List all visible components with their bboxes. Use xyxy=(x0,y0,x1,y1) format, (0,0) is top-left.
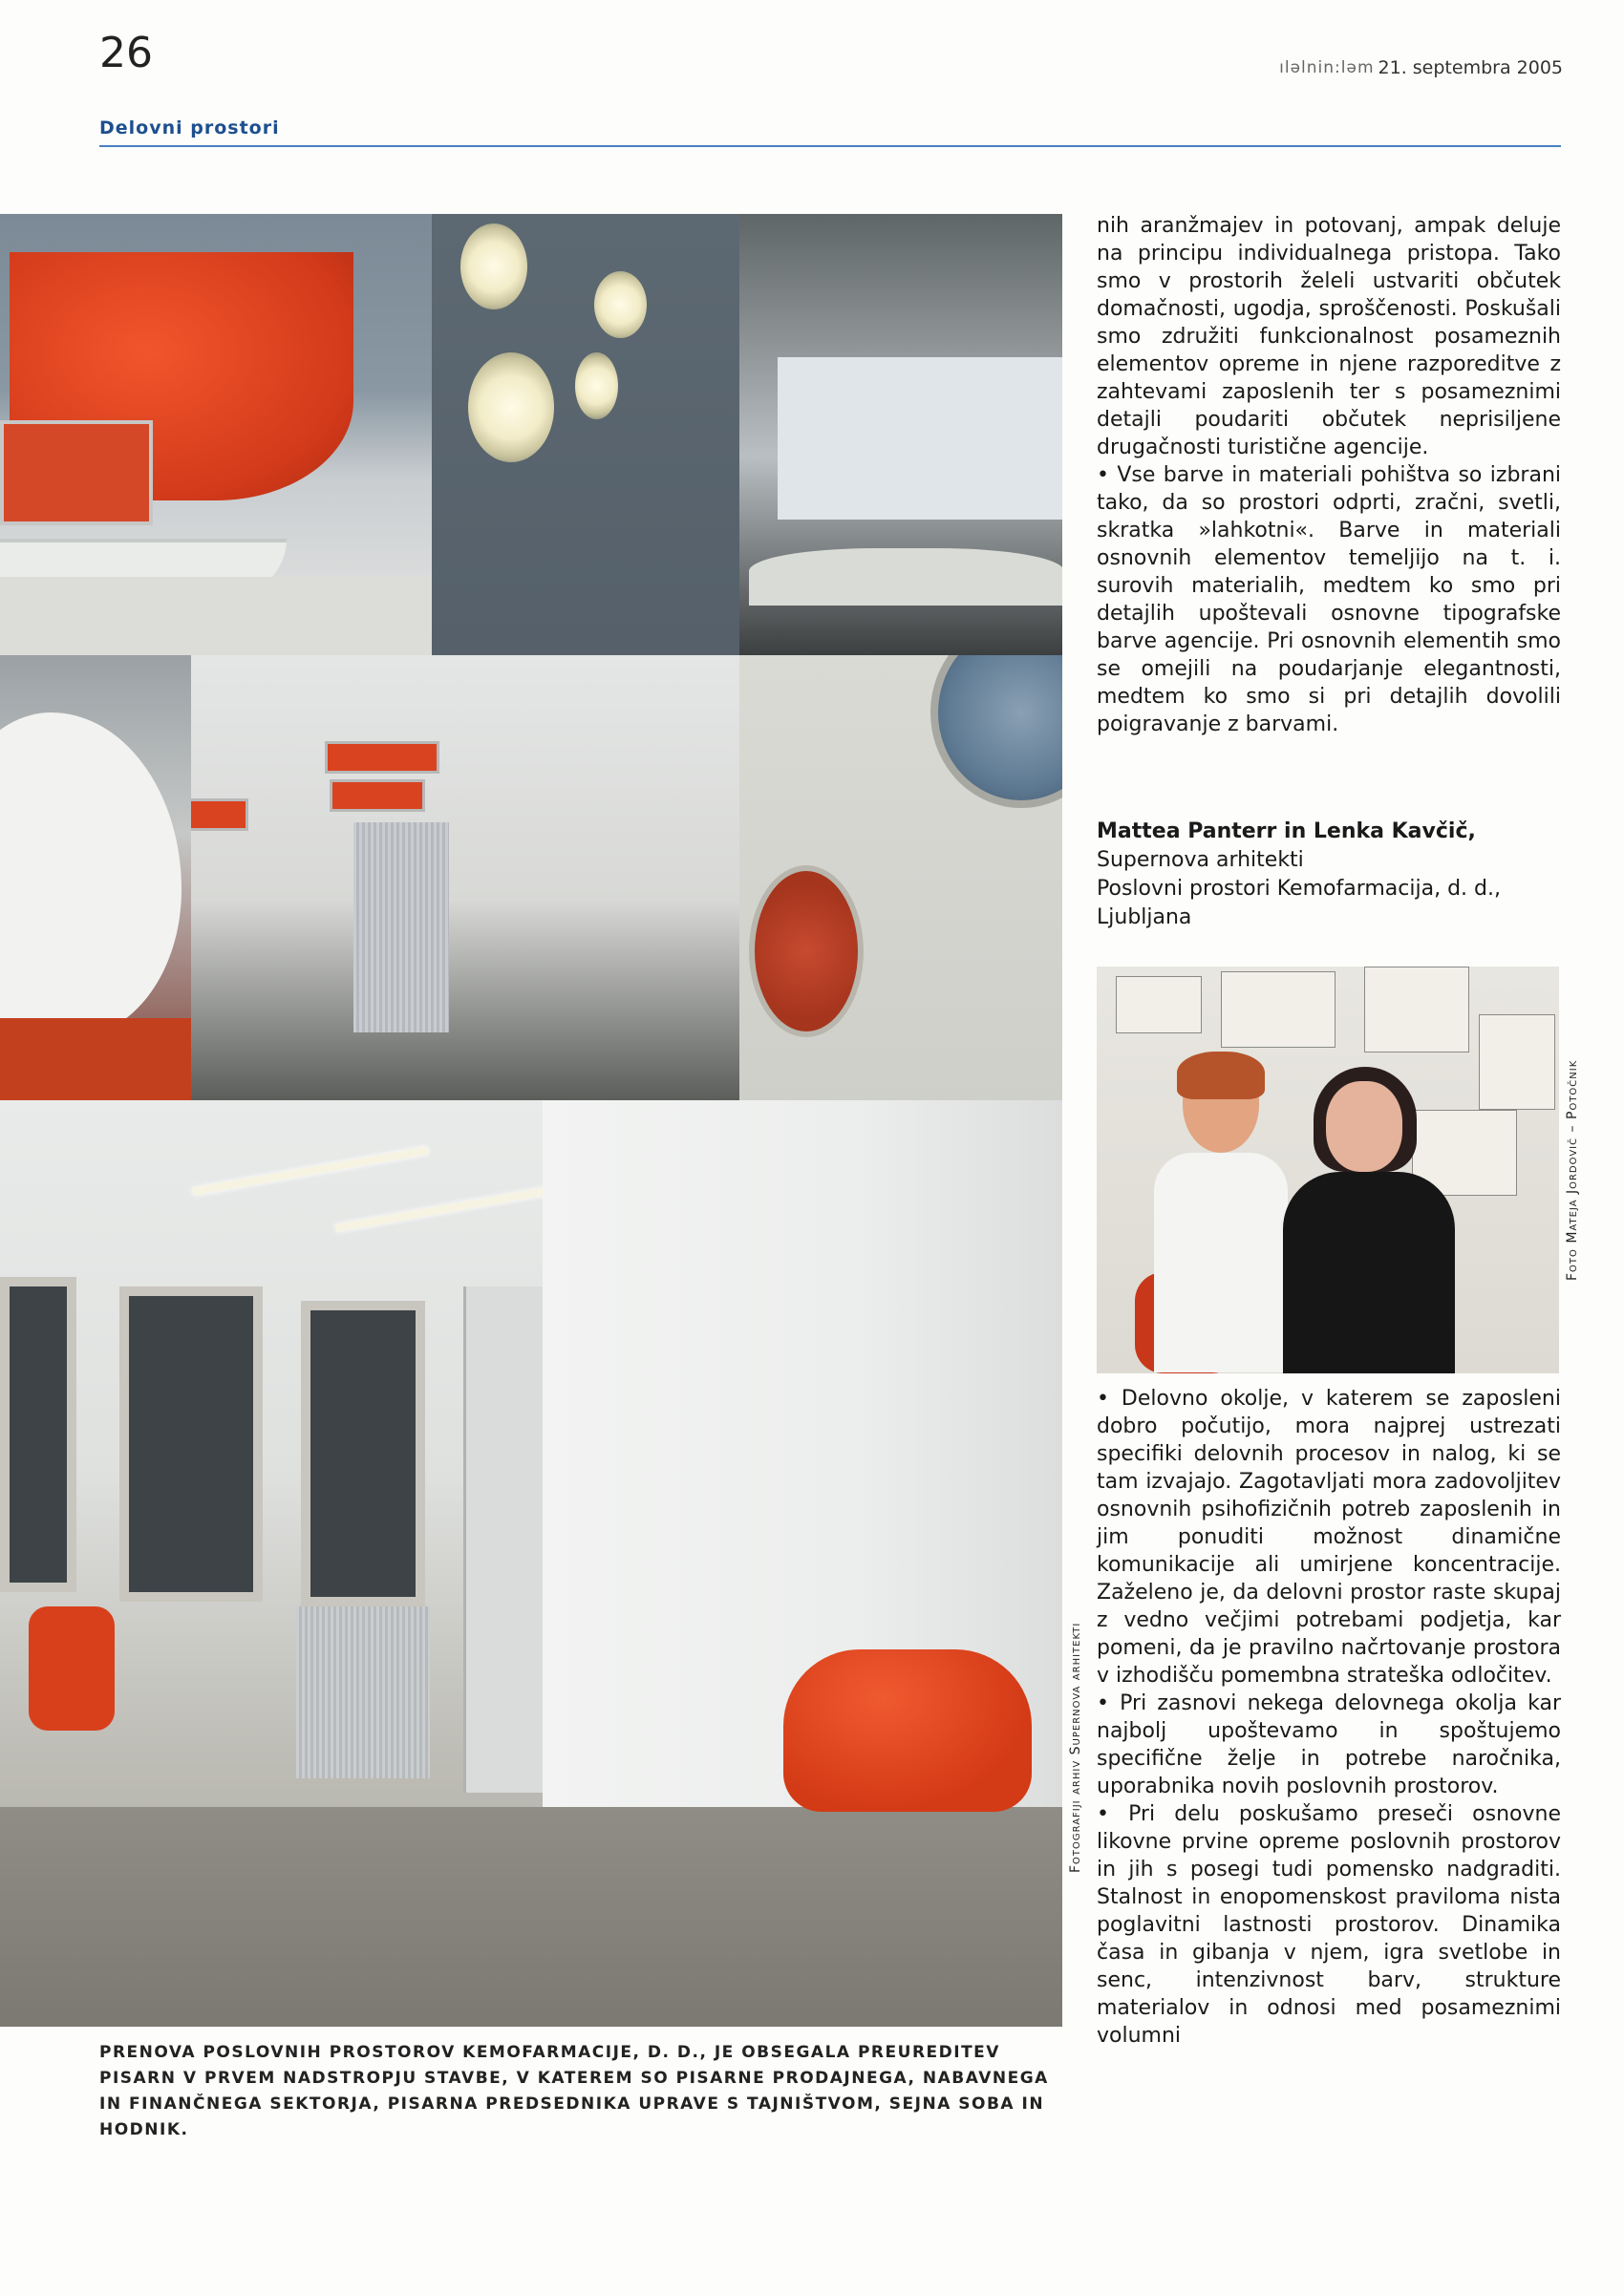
photo-architects-portrait xyxy=(1097,967,1559,1373)
photo-reception-red-wall xyxy=(0,214,432,655)
photos-credit: Fotografiji arhiv Supernova arhitekti xyxy=(1068,1622,1083,1874)
paragraph: • Pri delu poskušamo preseči osnovne likovne prvine opreme poslovnih prostorov in jih s posegi tudi pomensko nadgraditi. Stalnost in enopomenskost praviloma nista poglavitni lastnosti prostorov. Dinamika časa in gibanja v njem, igra svetlobe in senc, intenzivnost barv, strukture materialov in odnosi med posameznimi volumni xyxy=(1097,1802,1561,2048)
header-rule xyxy=(99,145,1561,147)
project-name: Poslovni prostori Kemofarmacija, d. d., xyxy=(1097,877,1501,901)
portrait-credit: Foto Mateja Jordovič – Potočnik xyxy=(1565,1059,1580,1281)
article-column-bottom xyxy=(1097,1385,1561,2050)
page-number: 26 xyxy=(99,29,153,77)
author-signature xyxy=(1097,818,1561,932)
author-firm: Supernova arhitekti xyxy=(1097,848,1304,872)
photo-open-office xyxy=(191,655,739,1100)
author-names: Mattea Panterr in Lenka Kavčič, xyxy=(1097,819,1476,843)
photo-wall-mosaic-discs xyxy=(739,655,1062,1100)
photo-caption: PRENOVA POSLOVNIH PROSTOROV KEMOFARMACIJE, D. D., JE OBSEGALA PREUREDITEV PISARN V PRVEM NADSTROPJU STAVBE, V KATEREM SO PISARNE PRODAJNEGA, NABAVNEGA IN FINANČNEGA SEKTORJA, PISARNA PREDSEDNIKA UPRAVE S TAJNIŠTVOM, SEJNA SOBA IN HODNIK. xyxy=(99,2043,1049,2139)
paragraph: • Pri zasnovi nekega delovnega okolja kar najbolj upoštevamo in spoštujemo specifične želje in potrebe naročnika, uporabnika novih poslovnih prostorov. xyxy=(1097,1691,1561,1798)
photo-wall-round-lights xyxy=(432,214,739,655)
photo-meeting-room xyxy=(739,214,1062,655)
newspaper-logo: ıləlnin:ləm xyxy=(1279,58,1375,77)
section-title: Delovni prostori xyxy=(99,117,280,138)
article-column-top xyxy=(1097,212,1561,738)
issue-date: 21. septembra 2005 xyxy=(1378,57,1563,78)
photo-office-red-sofa xyxy=(0,1100,1062,2027)
photo-white-curved-counter xyxy=(0,655,191,1100)
paragraph: • Vse barve in materiali pohištva so izbrani tako, da so prostori odprti, zračni, svetli, skratka »lahkotni«. Barve in materiali osnovnih elementov temeljijo na t. i. surovih materialih, medtem ko smo pri detajlih upoštevali osnovne tipografske barve agencije. Pri osnovnih elementih smo se omejili na poudarjanje elegantnosti, medtem ko smo si pri detajlih dovolili poigravanje z barvami. xyxy=(1097,463,1561,736)
paragraph: nih aranžmajev in potovanj, ampak deluje na principu individualnega pristopa. Tako smo v prostorih želeli ustvariti občutek domačnosti, ugodja, sproščenosti. Poskušali smo združiti funkcionalnost posameznih elementov opreme in njene razporeditve z zahtevami zaposlenih ter s posameznimi detajli poudariti občutek neprisiljene drugačnosti turistične agencije. xyxy=(1097,214,1561,459)
masthead xyxy=(1279,57,1563,78)
project-location: Ljubljana xyxy=(1097,905,1192,929)
paragraph: • Delovno okolje, v katerem se zaposleni dobro počutijo, mora najprej ustrezati specifiki delovnih procesov in nalog, ki se tam izvajajo. Zagotavljati mora zadovoljitev osnovnih psihofizičnih potreb zaposlenih in jim ponuditi možnost dinamične komunikacije ali umirjene koncentracije. Zaželeno je, da delovni prostor raste skupaj z vedno večjimi potrebami podjetja, kar pomeni, da je pravilno načrtovanje prostora v izhodišču pomembna strateška odločitev. xyxy=(1097,1387,1561,1688)
